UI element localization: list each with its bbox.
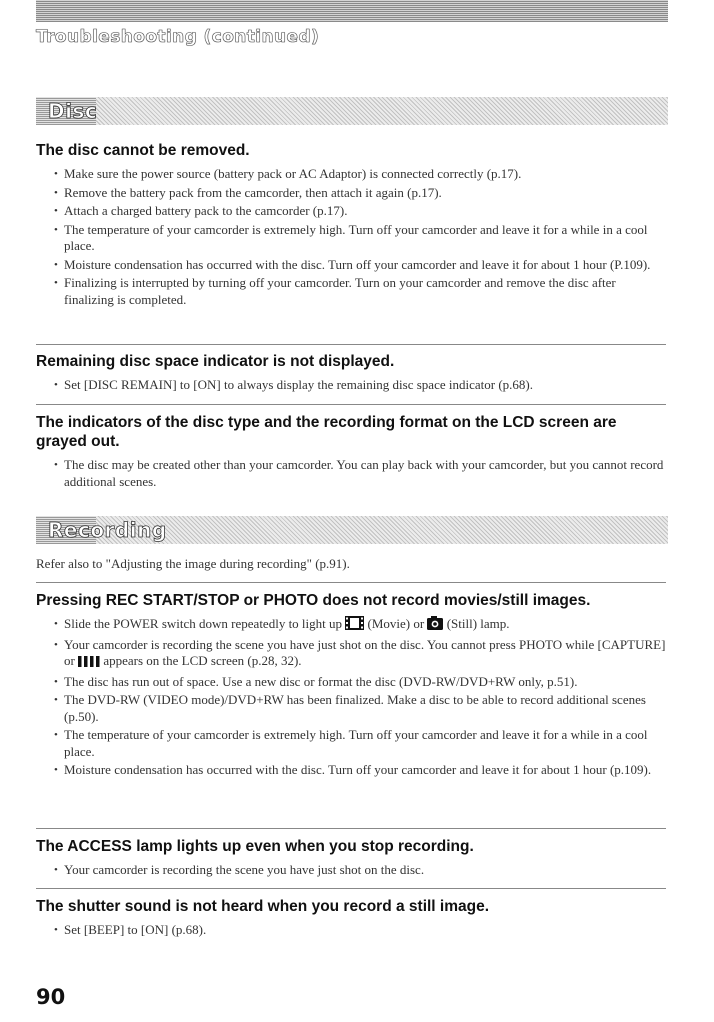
- section-bar-disc: [36, 97, 668, 125]
- topic-heading: The ACCESS lamp lights up even when you stop recording.: [36, 838, 474, 855]
- section-bar-recording: [36, 516, 668, 544]
- page-title: Troubleshooting (continued): [36, 27, 320, 47]
- bullet-item: • Finalizing is interrupted by turning off your camcorder. Turn on your camcorder and remove the disc after finalizing is completed.: [54, 275, 668, 308]
- bullet-item: • Slide the POWER switch down repeatedly to light up (Movie) or (Still) lamp.: [54, 616, 668, 635]
- capture-bars-icon: [78, 655, 100, 672]
- recording-intro: Refer also to "Adjusting the image during recording" (p.91).: [36, 556, 350, 571]
- topic-heading: The shutter sound is not heard when you record a still image.: [36, 898, 490, 915]
- bullet-item: • The DVD-RW (VIDEO mode)/DVD+RW has been finalized. Make a disc to be able to record additional scenes (p.50).: [54, 692, 668, 725]
- bullet-item: • Attach a charged battery pack to the camcorder (p.17).: [54, 203, 668, 220]
- disc-topic-remaining-space: [36, 352, 668, 396]
- bullet-item: • The temperature of your camcorder is extremely high. Turn off your camcorder and leave it for a while in a cool place.: [54, 727, 668, 760]
- section-title-recording: Recording: [48, 518, 167, 542]
- bullet-item: • The temperature of your camcorder is extremely high. Turn off your camcorder and leave it for a while in a cool place.: [54, 222, 668, 255]
- topic-bullets: [36, 377, 668, 394]
- bullet-item: • Your camcorder is recording the scene you have just shot on the disc.: [54, 862, 668, 879]
- section-title-disc: Disc: [48, 99, 98, 123]
- recording-topic-shutter-sound: [36, 897, 668, 941]
- divider: [36, 828, 666, 829]
- topic-bullets: [36, 922, 668, 939]
- topic-heading: Remaining disc space indicator is not displayed.: [36, 353, 395, 370]
- header-band: [36, 0, 668, 22]
- topic-heading: The disc cannot be removed.: [36, 142, 250, 159]
- topic-heading: The indicators of the disc type and the recording format on the LCD screen are grayed out.: [36, 414, 617, 450]
- topic-bullets: [36, 862, 668, 879]
- bullet-item: • Your camcorder is recording the scene you have just shot on the disc. You cannot press PHOTO while [CAPTURE] or appears on the LCD screen (p.28, 32).: [54, 637, 668, 672]
- divider: [36, 344, 666, 345]
- disc-topic-removal: [36, 141, 668, 310]
- recording-topic-access-lamp: [36, 837, 668, 881]
- bullet-item: • Set [DISC REMAIN] to [ON] to always display the remaining disc space indicator (p.68).: [54, 377, 668, 394]
- camera-lamp-icon: [427, 616, 443, 635]
- bullet-item: • Remove the battery pack from the camcorder, then attach it again (p.17).: [54, 185, 668, 202]
- page-number: 90: [36, 985, 66, 1009]
- disc-topic-grayed-out: [36, 413, 668, 492]
- bullet-item: • The disc has run out of space. Use a new disc or format the disc (DVD-RW/DVD+RW only, p.51).: [54, 674, 668, 691]
- divider: [36, 404, 666, 405]
- topic-bullets: [36, 166, 668, 308]
- movie-lamp-icon: [345, 616, 364, 635]
- bullet-item: • Moisture condensation has occurred with the disc. Turn off your camcorder and leave it for about 1 hour (p.109).: [54, 762, 668, 779]
- bullet-item: • Make sure the power source (battery pack or AC Adaptor) is connected correctly (p.17).: [54, 166, 668, 183]
- bullet-item: • The disc may be created other than your camcorder. You can play back with your camcorder, but you cannot record additional scenes.: [54, 457, 668, 490]
- divider: [36, 582, 666, 583]
- topic-bullets: [36, 616, 668, 779]
- topic-bullets: [36, 457, 668, 490]
- bullet-item: • Set [BEEP] to [ON] (p.68).: [54, 922, 668, 939]
- bullet-item: • Moisture condensation has occurred with the disc. Turn off your camcorder and leave it for about 1 hour (P.109).: [54, 257, 668, 274]
- divider: [36, 888, 666, 889]
- recording-topic-rec-start: [36, 591, 668, 781]
- topic-heading: Pressing REC START/STOP or PHOTO does not record movies/still images.: [36, 592, 591, 609]
